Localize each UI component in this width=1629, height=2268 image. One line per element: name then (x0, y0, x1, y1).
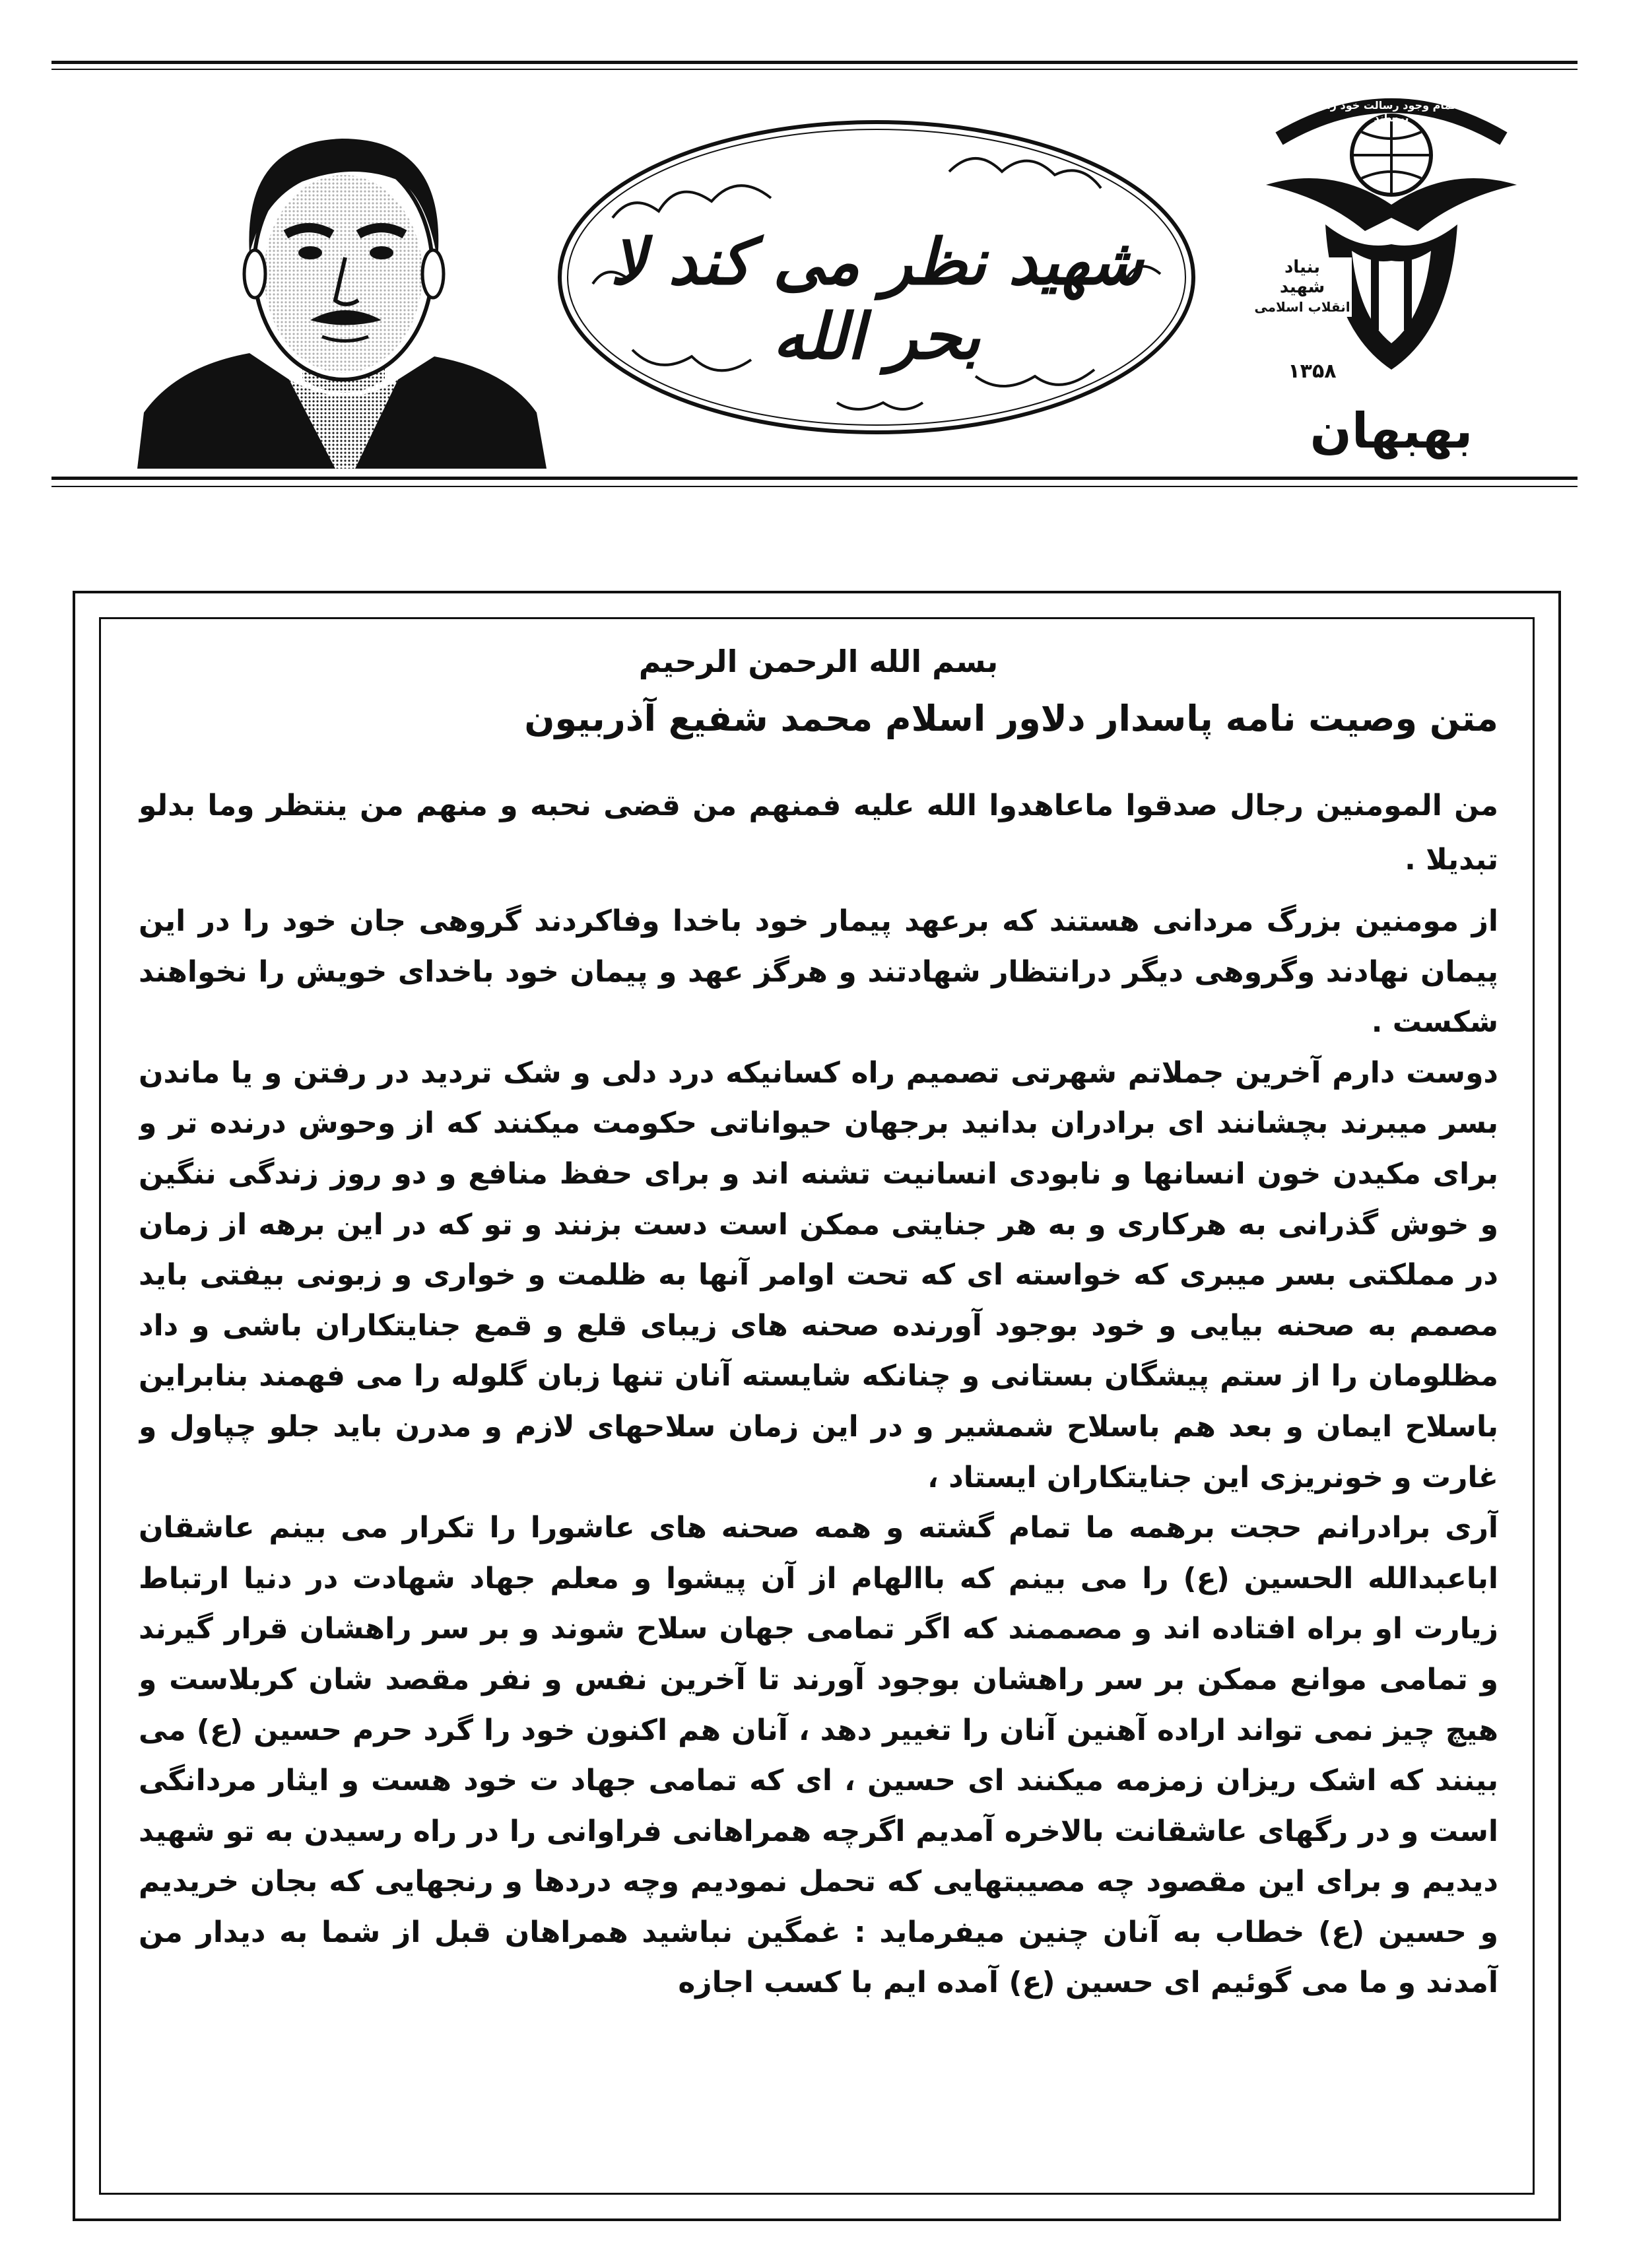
paragraph-2: دوست دارم آخرین جملاتم شهرتی تصمیم راه کسانیکه درد دلی و شک تردید در رفتن و یا ماندن بسر میبرند بچشانند ای برادران بدانید برجهان حیواناتی حکومت میکنند که از وحوش درنده تر و برای مکیدن خون انسانها و نابودی انسانیت تشنه اند و برای حفظ منافع و دو روز زندگی ننگین و خوش گذرانی به هرکاری و به هر جنایتی ممکن است دست بزنند و تو که در این برهه از زمان در مملکتی بسر میبری که خواسته ای که تحت اوامر آنها به ظلمت و خواری و زبونی بیفتی باید مصمم به صحنه بیایی و خود بوجود آورنده صحنه های زیبای قلع و قمع جنایتکاران باشی و داد مظلومان را از ستم پیشگان بستانی و چنانکه شایسته آنان تنها زبان گلوله را می فهمند بنابراین باسلاح ایمان و بعد هم باسلاح شمشیر و در این زمان سلاحهای لازم و مدرن باید جلو چپاول و غارت و خونریزی این جنایتکاران ایستاد ، (139, 1055, 1498, 1494)
emblem-org-line1: بنیاد (1284, 257, 1321, 277)
header-rule-thick (51, 477, 1578, 480)
emblem-org-line2: شهید (1279, 277, 1325, 297)
top-rule-thick (51, 61, 1578, 64)
calligraphy-oval (553, 112, 1200, 442)
martyr-foundation-emblem (1253, 92, 1530, 469)
header-rule-thin (51, 486, 1578, 487)
paragraph-1: از مومنین بزرگ مردانی هستند که برعهد پیمار خود باخدا وفاکردند گروهی جان خود را در این پیمان نهادند وگروهی دیگر درانتظار شهادتند و هرگز عهد و پیمان خود باخدای خویش را نخواهند شکست . (139, 904, 1498, 1040)
quran-verse: من المومنین رجال صدقوا ماعاهدوا الله علیه فمنهم من قضی نحبه و منهم من ینتظر وما بدلو تبدیلا . (139, 789, 1498, 877)
letterhead (51, 73, 1578, 482)
document-heading: متن وصیت نامه پاسدار دلاور اسلام محمد شفیع آذربیون (524, 698, 1498, 739)
paragraph-3: آری برادرانم حجت برهمه ما تمام گشته و همه صحنه های عاشورا را تکرار می بینم عاشقان اباعبدالله الحسین (ع) را می بینم که باالهام از آن پیشوا و معلم جهاد شهادت در دنیا ارتباط زیارت او براه افتاده اند و مصممند که اگر تمامی جهان سلاح شوند و بر سر راهشان قرار گیرند و تمامی موانع ممکن بر سر راهشان بوجود آورند تا آخرین نفس و نفر مقصد شان کربلاست و هیچ چیز نمی تواند اراده آهنین آنان را تغییر دهد ، آنان هم اکنون خود را گرد حرم حسین (ع) می بینند که اشک ریزان زمزمه میکنند ای حسین ، ای که تمامی جهاد ت خود هست و ایثار مردانگی است و در رگهای عاشقانت بالاخره آمدیم اگرچه همراهانی فراوانی را در راه رسیدن به تو شهید دیدیم و برای این مقصود چه مصیبتهایی که تحمل نمودیم وچه دردها و رنجهایی که بجان خریدیم و حسین (ع) خطاب به آنان چنین میفرماید : غمگین نباشید همراهان قبل از شما به دیدار من آمدند و ما می گوئیم ای حسین (ع) آمده ایم با کسب اجازه (139, 1511, 1498, 2000)
testament-text (139, 644, 1498, 2182)
emblem-org-name (1253, 257, 1352, 317)
top-rule-thin (51, 69, 1578, 70)
calligraphy-title: شهید نظر می کند لا بحر الله (610, 224, 1143, 374)
bismillah: بسم الله الرحمن الرحیم (638, 644, 999, 679)
emblem-top-text: شهید با تمام وجود رسالت خود را به پایان برساند (1284, 99, 1499, 124)
city-name: بهبهان (1310, 403, 1473, 459)
emblem-org-line3: انقلاب اسلامی (1254, 299, 1350, 315)
martyr-portrait-photo (137, 102, 547, 469)
emblem-year: ۱۳۵۸ (1288, 360, 1337, 383)
